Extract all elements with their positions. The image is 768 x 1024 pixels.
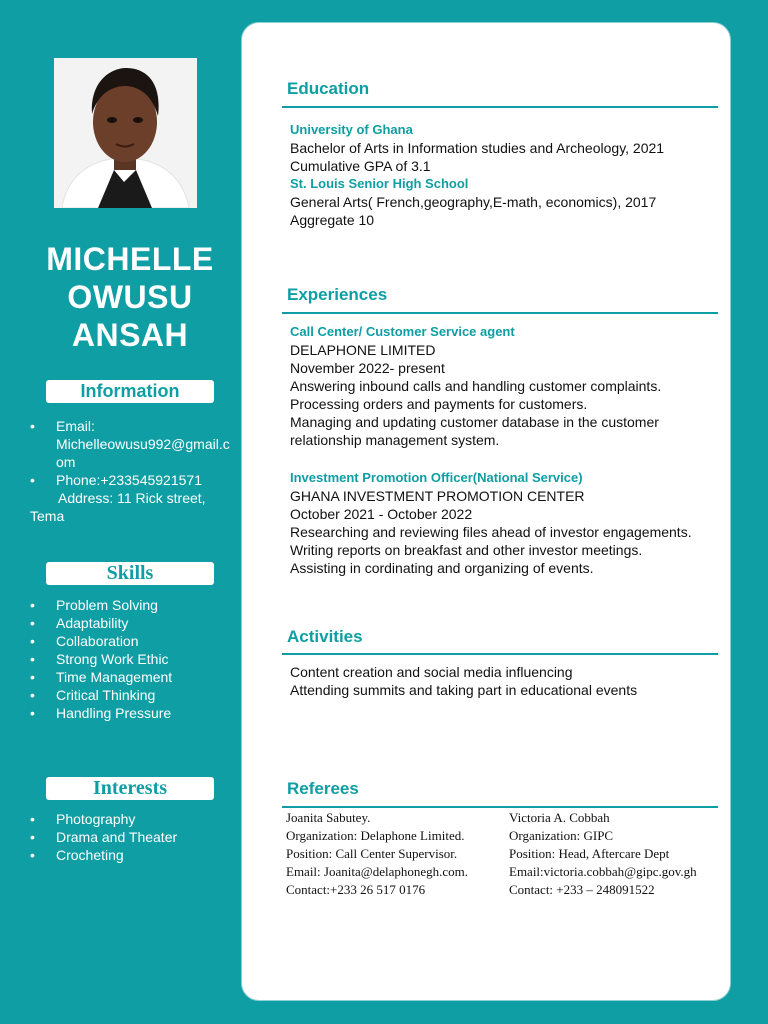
activity-line: Attending summits and taking part in educational events	[290, 682, 638, 698]
name-line-first: MICHELLE	[46, 241, 214, 277]
activities-section	[290, 663, 720, 699]
referee-right	[509, 809, 697, 899]
job-line: Answering inbound calls and handling customer complaints.	[290, 378, 662, 394]
job-line: October 2021 - October 2022	[290, 506, 473, 522]
interest-item: • Photography	[30, 810, 235, 828]
skill-item: • Problem Solving	[30, 596, 235, 614]
referees-heading: Referees	[287, 779, 359, 798]
information-section	[30, 417, 235, 525]
skill-item: • Critical Thinking	[30, 686, 235, 704]
information-heading: Information	[46, 380, 214, 403]
job-line: relationship management system.	[290, 432, 500, 448]
job-role: Investment Promotion Officer(National Service)	[290, 470, 583, 485]
referee-contact: Contact: +233 – 248091522	[509, 882, 655, 897]
education-section	[290, 121, 720, 229]
activity-line: Content creation and social media influencing	[290, 664, 573, 680]
job-line: DELAPHONE LIMITED	[290, 342, 436, 358]
name-line-last: ANSAH	[71, 317, 189, 353]
email-value-end: om	[56, 454, 76, 470]
degree-line: Bachelor of Arts in Information studies and Archeology, 2021	[290, 140, 665, 156]
skills-list	[30, 596, 235, 722]
gpa-line: Cumulative GPA of 3.1	[290, 158, 431, 174]
referee-name: Joanita Sabutey.	[286, 810, 371, 825]
interest-item: • Crocheting	[30, 846, 235, 864]
skills-heading: Skills	[46, 562, 214, 585]
referee-left	[286, 809, 468, 899]
activities-heading: Activities	[287, 627, 363, 646]
portrait-icon	[54, 58, 197, 208]
aggregate-line: Aggregate 10	[290, 212, 375, 228]
school-name: University of Ghana	[290, 122, 413, 137]
email-value: Michelleowusu992@gmail.c	[56, 436, 230, 452]
referee-organization: Organization: GIPC	[509, 828, 614, 843]
experiences-heading: Experiences	[287, 285, 388, 304]
interests-list	[30, 810, 235, 864]
referee-position: Position: Head, Aftercare Dept	[509, 846, 670, 861]
job-line: November 2022- present	[290, 360, 445, 376]
job-line: GHANA INVESTMENT PROMOTION CENTER	[290, 488, 585, 504]
profile-photo	[54, 58, 197, 208]
referee-email: Email: Joanita@delaphonegh.com.	[286, 864, 469, 879]
skill-item: • Time Management	[30, 668, 235, 686]
skill-item: • Collaboration	[30, 632, 235, 650]
job-entry-delaphone	[290, 323, 720, 449]
referee-name: Victoria A. Cobbah	[509, 810, 610, 825]
referees-divider	[282, 806, 718, 808]
job-entry-gipc	[290, 469, 720, 577]
job-line: Writing reports on breakfast and other investor meetings.	[290, 542, 643, 558]
skill-item: • Strong Work Ethic	[30, 650, 235, 668]
job-line: Managing and updating customer database in the customer	[290, 414, 659, 430]
education-heading: Education	[287, 79, 370, 98]
email-label: • Email:	[56, 418, 95, 434]
skill-item: • Adaptability	[30, 614, 235, 632]
interest-item: • Drama and Theater	[30, 828, 235, 846]
interests-heading: Interests	[46, 777, 214, 800]
referee-position: Position: Call Center Supervisor.	[286, 846, 458, 861]
skill-item: • Handling Pressure	[30, 704, 235, 722]
address-city: Tema	[30, 508, 65, 524]
address-line: Address: 11 Rick street,	[58, 490, 206, 506]
name-line-middle: OWUSU	[67, 279, 193, 315]
referee-organization: Organization: Delaphone Limited.	[286, 828, 465, 843]
experiences-divider	[282, 312, 718, 314]
job-role: Call Center/ Customer Service agent	[290, 324, 515, 339]
phone-item: • Phone:+233545921571	[30, 471, 235, 489]
education-divider	[282, 106, 718, 108]
referee-email: Email:victoria.cobbah@gipc.gov.gh	[509, 864, 697, 879]
job-line: Assisting in cordinating and organizing of events.	[290, 560, 594, 576]
referee-contact: Contact:+233 26 517 0176	[286, 882, 426, 897]
program-line: General Arts( French,geography,E-math, economics), 2017	[290, 194, 657, 210]
job-line: Researching and reviewing files ahead of investor engagements.	[290, 524, 692, 540]
activities-divider	[282, 653, 718, 655]
school-name: St. Louis Senior High School	[290, 176, 469, 191]
email-item	[30, 417, 235, 471]
job-line: Processing orders and payments for customers.	[290, 396, 588, 412]
candidate-name	[20, 240, 240, 354]
